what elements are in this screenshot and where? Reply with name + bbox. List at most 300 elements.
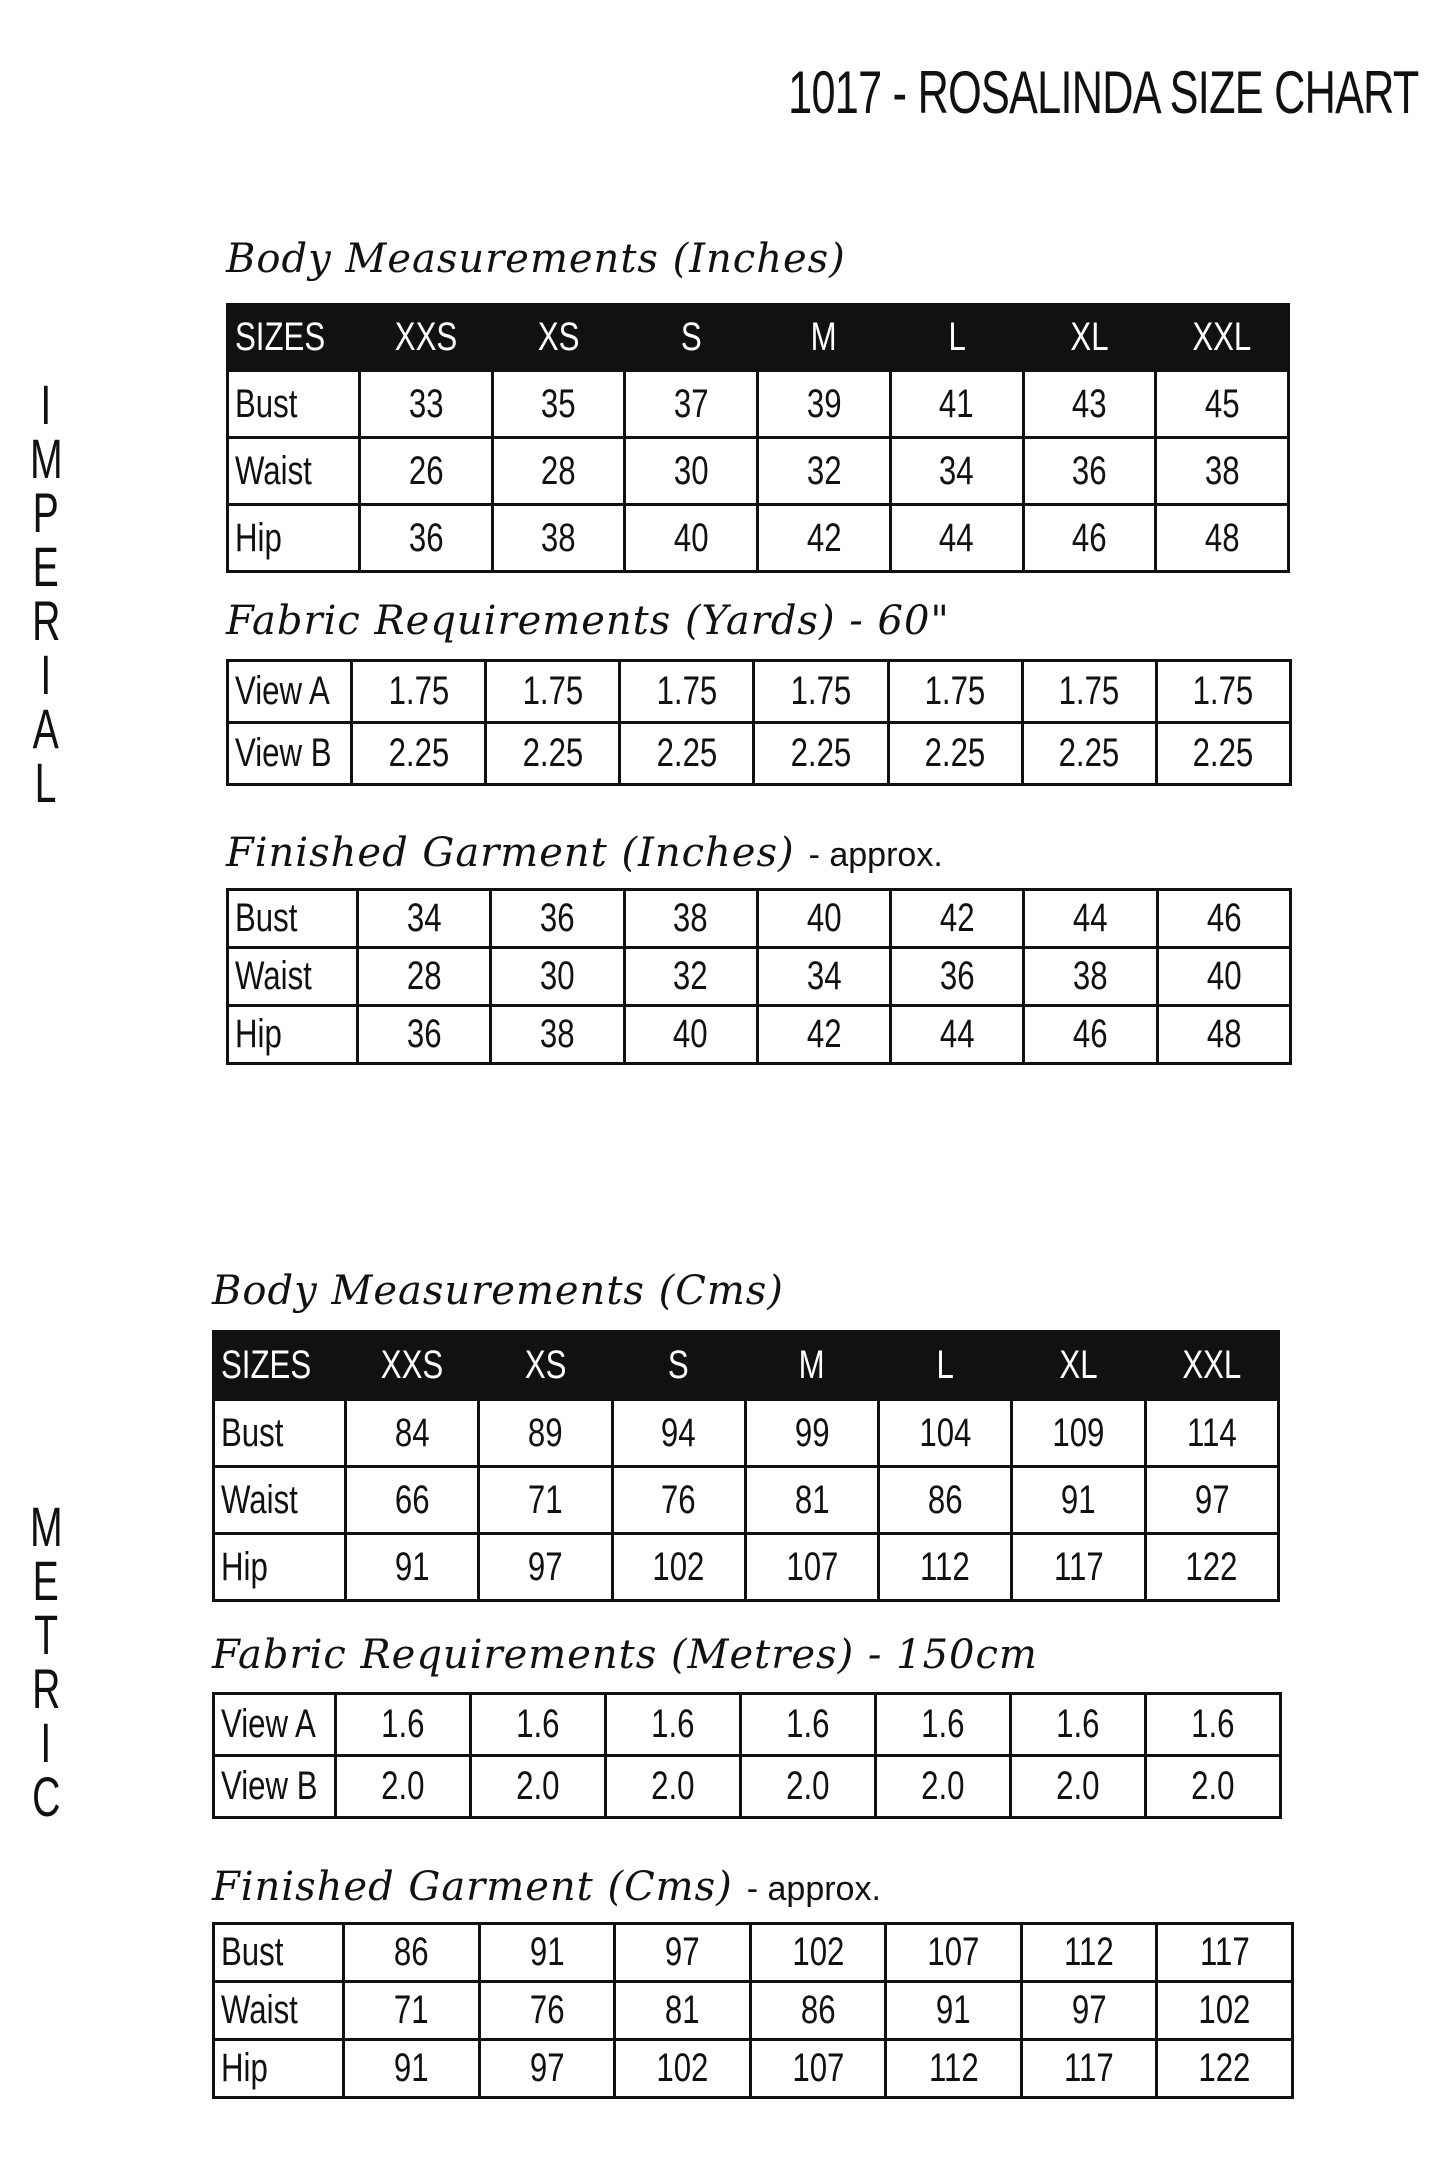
finished-heading-text: Finished Garment (Inches): [226, 830, 795, 876]
value-cell: [888, 723, 1022, 785]
value-cell: [741, 1756, 876, 1818]
cell-text: 81: [794, 1477, 830, 1522]
cell-text: 109: [1052, 1410, 1105, 1455]
cell-text: 33: [408, 381, 444, 426]
approx-note: - approx.: [808, 836, 943, 874]
table-row: [214, 2040, 1293, 2098]
value-cell: [879, 1467, 1012, 1534]
header-cell: [879, 1332, 1012, 1400]
value-cell: [1022, 723, 1156, 785]
cell-text: 2.25: [1058, 731, 1120, 775]
cell-text: 37: [673, 381, 709, 426]
table-row: [228, 661, 1291, 723]
cell-text: Hip: [221, 1544, 268, 1589]
cell-text: 117: [1064, 2046, 1114, 2090]
cell-text: 81: [665, 1988, 700, 2032]
value-cell: [625, 371, 758, 438]
cell-text: 112: [920, 1544, 971, 1589]
cell-text: 2.0: [516, 1764, 560, 1808]
cell-text: 39: [806, 381, 842, 426]
cell-text: 112: [1064, 1930, 1114, 1974]
value-cell: [888, 661, 1022, 723]
cell-text: 42: [939, 896, 975, 940]
value-cell: [757, 890, 890, 948]
cell-text: 42: [806, 515, 842, 560]
side-letter: E: [32, 1549, 60, 1612]
header-cell: [1023, 305, 1156, 371]
value-cell: [1157, 1982, 1293, 2040]
cell-text: 2.0: [786, 1764, 830, 1808]
table-row: [214, 1467, 1279, 1534]
value-cell: [758, 505, 891, 572]
value-cell: [344, 1982, 480, 2040]
header-cell: [890, 305, 1023, 371]
value-cell: [486, 723, 620, 785]
cell-text: XXS: [380, 1343, 444, 1387]
value-cell: [891, 1006, 1024, 1064]
value-cell: [1146, 1756, 1281, 1818]
cell-text: Hip: [221, 2046, 268, 2090]
value-cell: [624, 1006, 757, 1064]
imperial-body-table: [226, 303, 1290, 573]
table-row: [228, 723, 1291, 785]
header-cell: [214, 1332, 346, 1400]
cell-text: 44: [939, 515, 975, 560]
value-cell: [741, 1694, 876, 1756]
cell-text: 41: [939, 381, 975, 426]
cell-text: 71: [393, 1988, 429, 2032]
value-cell: [624, 890, 757, 948]
value-cell: [1157, 890, 1290, 948]
value-cell: [757, 948, 890, 1006]
cell-text: Bust: [221, 1930, 284, 1974]
value-cell: [479, 1400, 612, 1467]
row-label: [214, 1756, 336, 1818]
value-cell: [890, 438, 1023, 505]
side-letter: M: [29, 1495, 63, 1558]
cell-text: 1.6: [381, 1702, 425, 1746]
imperial-fabric-heading: Fabric Requirements (Yards) - 60": [226, 598, 950, 644]
row-label: [214, 1467, 346, 1534]
value-cell: [1157, 1006, 1290, 1064]
cell-text: 97: [529, 2046, 565, 2090]
value-cell: [606, 1694, 741, 1756]
cell-text: 28: [541, 448, 576, 493]
cell-text: 1.6: [651, 1702, 695, 1746]
cell-text: 107: [791, 2046, 845, 2090]
cell-text: 89: [528, 1410, 563, 1455]
imperial-side-label: [16, 373, 76, 814]
table-row: [214, 1694, 1281, 1756]
cell-text: 1.75: [1058, 669, 1120, 713]
value-cell: [352, 723, 486, 785]
cell-text: 2.25: [522, 731, 584, 775]
cell-text: 84: [394, 1410, 430, 1455]
value-cell: [358, 948, 491, 1006]
cell-text: M: [810, 315, 837, 359]
cell-text: 112: [928, 2046, 979, 2090]
side-letter: A: [32, 697, 60, 760]
cell-text: 42: [806, 1012, 842, 1056]
row-label: [228, 723, 352, 785]
header-cell: [492, 305, 625, 371]
value-cell: [1156, 661, 1290, 723]
cell-text: 122: [1198, 2046, 1251, 2090]
cell-text: 34: [406, 896, 442, 940]
cell-text: SIZES: [221, 1343, 312, 1387]
table-row: [228, 948, 1291, 1006]
value-cell: [1023, 371, 1156, 438]
value-cell: [1021, 1982, 1157, 2040]
cell-text: 2.0: [1191, 1764, 1235, 1808]
cell-text: Waist: [235, 954, 312, 998]
cell-text: 32: [673, 954, 709, 998]
table-row: [214, 1400, 1279, 1467]
table-row: [214, 1982, 1293, 2040]
value-cell: [750, 2040, 886, 2098]
cell-text: 2.25: [1193, 731, 1254, 775]
cell-text: 1.6: [786, 1702, 830, 1746]
value-cell: [879, 1400, 1012, 1467]
table-row: [214, 1924, 1293, 1982]
cell-text: XXS: [394, 315, 458, 359]
cell-text: 48: [1206, 1012, 1242, 1056]
header-cell: [228, 305, 360, 371]
cell-text: 1.6: [921, 1702, 965, 1746]
cell-text: 48: [1204, 515, 1240, 560]
value-cell: [491, 948, 624, 1006]
value-cell: [1021, 2040, 1157, 2098]
value-cell: [758, 371, 891, 438]
header-cell: [1145, 1332, 1278, 1400]
size-header-row: [228, 305, 1289, 371]
metric-body-table: [212, 1330, 1280, 1602]
value-cell: [491, 1006, 624, 1064]
table-row: [228, 1006, 1291, 1064]
cell-text: 40: [1206, 954, 1242, 998]
cell-text: L: [947, 315, 966, 359]
value-cell: [620, 723, 754, 785]
value-cell: [479, 1467, 612, 1534]
cell-text: Waist: [221, 1477, 298, 1522]
value-cell: [1145, 1467, 1278, 1534]
row-label: [214, 2040, 344, 2098]
value-cell: [344, 1924, 480, 1982]
cell-text: 45: [1204, 381, 1240, 426]
value-cell: [1012, 1534, 1145, 1601]
cell-text: Hip: [235, 1012, 282, 1056]
imperial-finished-heading: [226, 830, 943, 876]
cell-text: 71: [528, 1477, 563, 1522]
cell-text: XXL: [1182, 1343, 1242, 1387]
metric-fabric-table: [212, 1692, 1282, 1819]
header-cell: [612, 1332, 745, 1400]
metric-finished-heading: [212, 1864, 881, 1910]
value-cell: [1157, 1924, 1293, 1982]
cell-text: S: [680, 315, 702, 359]
cell-text: Bust: [235, 896, 298, 940]
cell-text: 38: [540, 1012, 575, 1056]
cell-text: 99: [794, 1410, 830, 1455]
row-label: [228, 505, 360, 572]
table-row: [228, 371, 1289, 438]
cell-text: Bust: [235, 381, 298, 426]
metric-side-label: [16, 1495, 76, 1828]
value-cell: [1156, 371, 1289, 438]
cell-text: Waist: [235, 448, 312, 493]
side-letter: L: [35, 751, 57, 814]
cell-text: 1.6: [516, 1702, 560, 1746]
value-cell: [757, 1006, 890, 1064]
value-cell: [615, 1982, 751, 2040]
side-letter: I: [40, 643, 52, 706]
imperial-fabric-table: [226, 659, 1292, 786]
table-row: [214, 1534, 1279, 1601]
value-cell: [1024, 1006, 1157, 1064]
cell-text: 117: [1053, 1544, 1104, 1589]
value-cell: [886, 2040, 1022, 2098]
value-cell: [745, 1534, 878, 1601]
row-label: [228, 438, 360, 505]
value-cell: [615, 1924, 751, 1982]
cell-text: XL: [1059, 1343, 1098, 1387]
cell-text: 91: [393, 2046, 429, 2090]
cell-text: XXL: [1192, 315, 1252, 359]
value-cell: [1022, 661, 1156, 723]
side-letter: P: [32, 481, 60, 544]
cell-text: 114: [1186, 1410, 1237, 1455]
cell-text: L: [936, 1343, 954, 1387]
value-cell: [625, 438, 758, 505]
value-cell: [625, 505, 758, 572]
value-cell: [479, 2040, 615, 2098]
row-label: [228, 661, 352, 723]
cell-text: 1.6: [1191, 1702, 1235, 1746]
value-cell: [1011, 1694, 1146, 1756]
value-cell: [358, 1006, 491, 1064]
cell-text: 1.75: [522, 669, 584, 713]
value-cell: [491, 890, 624, 948]
cell-text: 30: [673, 448, 709, 493]
value-cell: [1024, 890, 1157, 948]
row-label: [214, 1400, 346, 1467]
cell-text: 38: [1073, 954, 1108, 998]
value-cell: [344, 2040, 480, 2098]
cell-text: 44: [1073, 896, 1108, 940]
cell-text: 36: [540, 896, 575, 940]
value-cell: [1011, 1756, 1146, 1818]
value-cell: [1157, 2040, 1293, 2098]
value-cell: [336, 1694, 471, 1756]
cell-text: 104: [919, 1410, 972, 1455]
side-letter: I: [40, 1711, 52, 1774]
value-cell: [624, 948, 757, 1006]
cell-text: 38: [1204, 448, 1240, 493]
table-row: [228, 438, 1289, 505]
row-label: [228, 890, 358, 948]
value-cell: [891, 890, 1024, 948]
cell-text: M: [798, 1343, 825, 1387]
value-cell: [492, 371, 625, 438]
cell-text: S: [668, 1343, 690, 1387]
value-cell: [750, 1924, 886, 1982]
row-label: [214, 1982, 344, 2040]
cell-text: Bust: [221, 1410, 284, 1455]
value-cell: [750, 1982, 886, 2040]
cell-text: 26: [408, 448, 444, 493]
imperial-finished-table: [226, 888, 1292, 1065]
cell-text: 2.0: [651, 1764, 695, 1808]
side-letter: R: [31, 589, 61, 652]
cell-text: 40: [673, 515, 709, 560]
cell-text: 1.75: [790, 669, 852, 713]
metric-finished-table: [212, 1922, 1294, 2099]
cell-text: 86: [393, 1930, 429, 1974]
value-cell: [876, 1756, 1011, 1818]
value-cell: [1157, 948, 1290, 1006]
value-cell: [479, 1534, 612, 1601]
cell-text: 34: [806, 954, 842, 998]
header-cell: [360, 305, 493, 371]
row-label: [228, 948, 358, 1006]
value-cell: [754, 723, 888, 785]
value-cell: [754, 661, 888, 723]
approx-note: - approx.: [746, 1870, 881, 1908]
cell-text: 91: [394, 1544, 430, 1589]
value-cell: [620, 661, 754, 723]
cell-text: 94: [661, 1410, 697, 1455]
value-cell: [615, 2040, 751, 2098]
value-cell: [1012, 1400, 1145, 1467]
cell-text: 97: [1071, 1988, 1107, 2032]
cell-text: 32: [806, 448, 842, 493]
page-title: 1017 - ROSALINDA SIZE CHART: [788, 59, 1419, 126]
side-letter: E: [32, 535, 60, 598]
side-letter: R: [31, 1657, 61, 1720]
value-cell: [1021, 1924, 1157, 1982]
value-cell: [886, 1924, 1022, 1982]
cell-text: View B: [235, 731, 332, 775]
row-label: [214, 1694, 336, 1756]
row-label: [228, 1006, 358, 1064]
cell-text: 107: [927, 1930, 980, 1974]
cell-text: 38: [541, 515, 576, 560]
metric-fabric-heading: Fabric Requirements (Metres) - 150cm: [212, 1632, 1038, 1678]
cell-text: 2.0: [921, 1764, 965, 1808]
cell-text: 76: [529, 1988, 565, 2032]
cell-text: 97: [1194, 1477, 1230, 1522]
cell-text: 91: [529, 1930, 565, 1974]
cell-text: Hip: [235, 515, 282, 560]
value-cell: [876, 1694, 1011, 1756]
cell-text: 86: [927, 1477, 963, 1522]
cell-text: 46: [1206, 896, 1242, 940]
value-cell: [1024, 948, 1157, 1006]
value-cell: [1145, 1534, 1278, 1601]
value-cell: [606, 1756, 741, 1818]
value-cell: [886, 1982, 1022, 2040]
cell-text: 44: [939, 1012, 975, 1056]
row-label: [228, 371, 360, 438]
header-cell: [1012, 1332, 1145, 1400]
value-cell: [745, 1467, 878, 1534]
cell-text: 97: [665, 1930, 700, 1974]
value-cell: [492, 438, 625, 505]
value-cell: [479, 1982, 615, 2040]
cell-text: 36: [406, 1012, 442, 1056]
table-row: [228, 890, 1291, 948]
cell-text: 2.25: [656, 731, 718, 775]
side-letter: I: [40, 373, 52, 436]
cell-text: 66: [394, 1477, 430, 1522]
value-cell: [346, 1534, 479, 1601]
cell-text: 1.75: [924, 669, 986, 713]
cell-text: 122: [1185, 1544, 1238, 1589]
value-cell: [612, 1534, 745, 1601]
cell-text: 107: [785, 1544, 839, 1589]
cell-text: View A: [221, 1702, 316, 1746]
header-cell: [346, 1332, 479, 1400]
cell-text: 2.0: [381, 1764, 425, 1808]
metric-body-heading: Body Measurements (Cms): [212, 1268, 784, 1314]
cell-text: 36: [1072, 448, 1107, 493]
cell-text: 30: [540, 954, 575, 998]
cell-text: 46: [1072, 515, 1107, 560]
value-cell: [1146, 1694, 1281, 1756]
cell-text: Waist: [221, 1988, 298, 2032]
cell-text: 91: [1061, 1477, 1096, 1522]
value-cell: [336, 1756, 471, 1818]
cell-text: 102: [791, 1930, 845, 1974]
value-cell: [1156, 438, 1289, 505]
cell-text: 76: [661, 1477, 697, 1522]
value-cell: [1023, 438, 1156, 505]
value-cell: [346, 1400, 479, 1467]
cell-text: 102: [1198, 1988, 1251, 2032]
cell-text: SIZES: [235, 315, 326, 359]
value-cell: [890, 505, 1023, 572]
cell-text: XL: [1070, 315, 1109, 359]
side-letter: C: [31, 1765, 61, 1828]
header-cell: [758, 305, 891, 371]
value-cell: [612, 1400, 745, 1467]
value-cell: [1012, 1467, 1145, 1534]
cell-text: XS: [537, 315, 580, 359]
value-cell: [346, 1467, 479, 1534]
value-cell: [360, 505, 493, 572]
cell-text: 40: [673, 1012, 709, 1056]
cell-text: View B: [221, 1764, 318, 1808]
table-row: [214, 1756, 1281, 1818]
cell-text: 28: [406, 954, 442, 998]
value-cell: [890, 371, 1023, 438]
value-cell: [745, 1400, 878, 1467]
cell-text: 97: [528, 1544, 563, 1589]
value-cell: [1023, 505, 1156, 572]
cell-text: 102: [652, 1544, 705, 1589]
value-cell: [486, 661, 620, 723]
cell-text: 35: [541, 381, 576, 426]
value-cell: [479, 1924, 615, 1982]
value-cell: [358, 890, 491, 948]
cell-text: 2.25: [388, 731, 449, 775]
value-cell: [1156, 723, 1290, 785]
finished-heading-text: Finished Garment (Cms): [212, 1864, 733, 1910]
cell-text: 38: [673, 896, 709, 940]
value-cell: [1156, 505, 1289, 572]
size-header-row: [214, 1332, 1279, 1400]
side-letter: T: [34, 1603, 58, 1666]
